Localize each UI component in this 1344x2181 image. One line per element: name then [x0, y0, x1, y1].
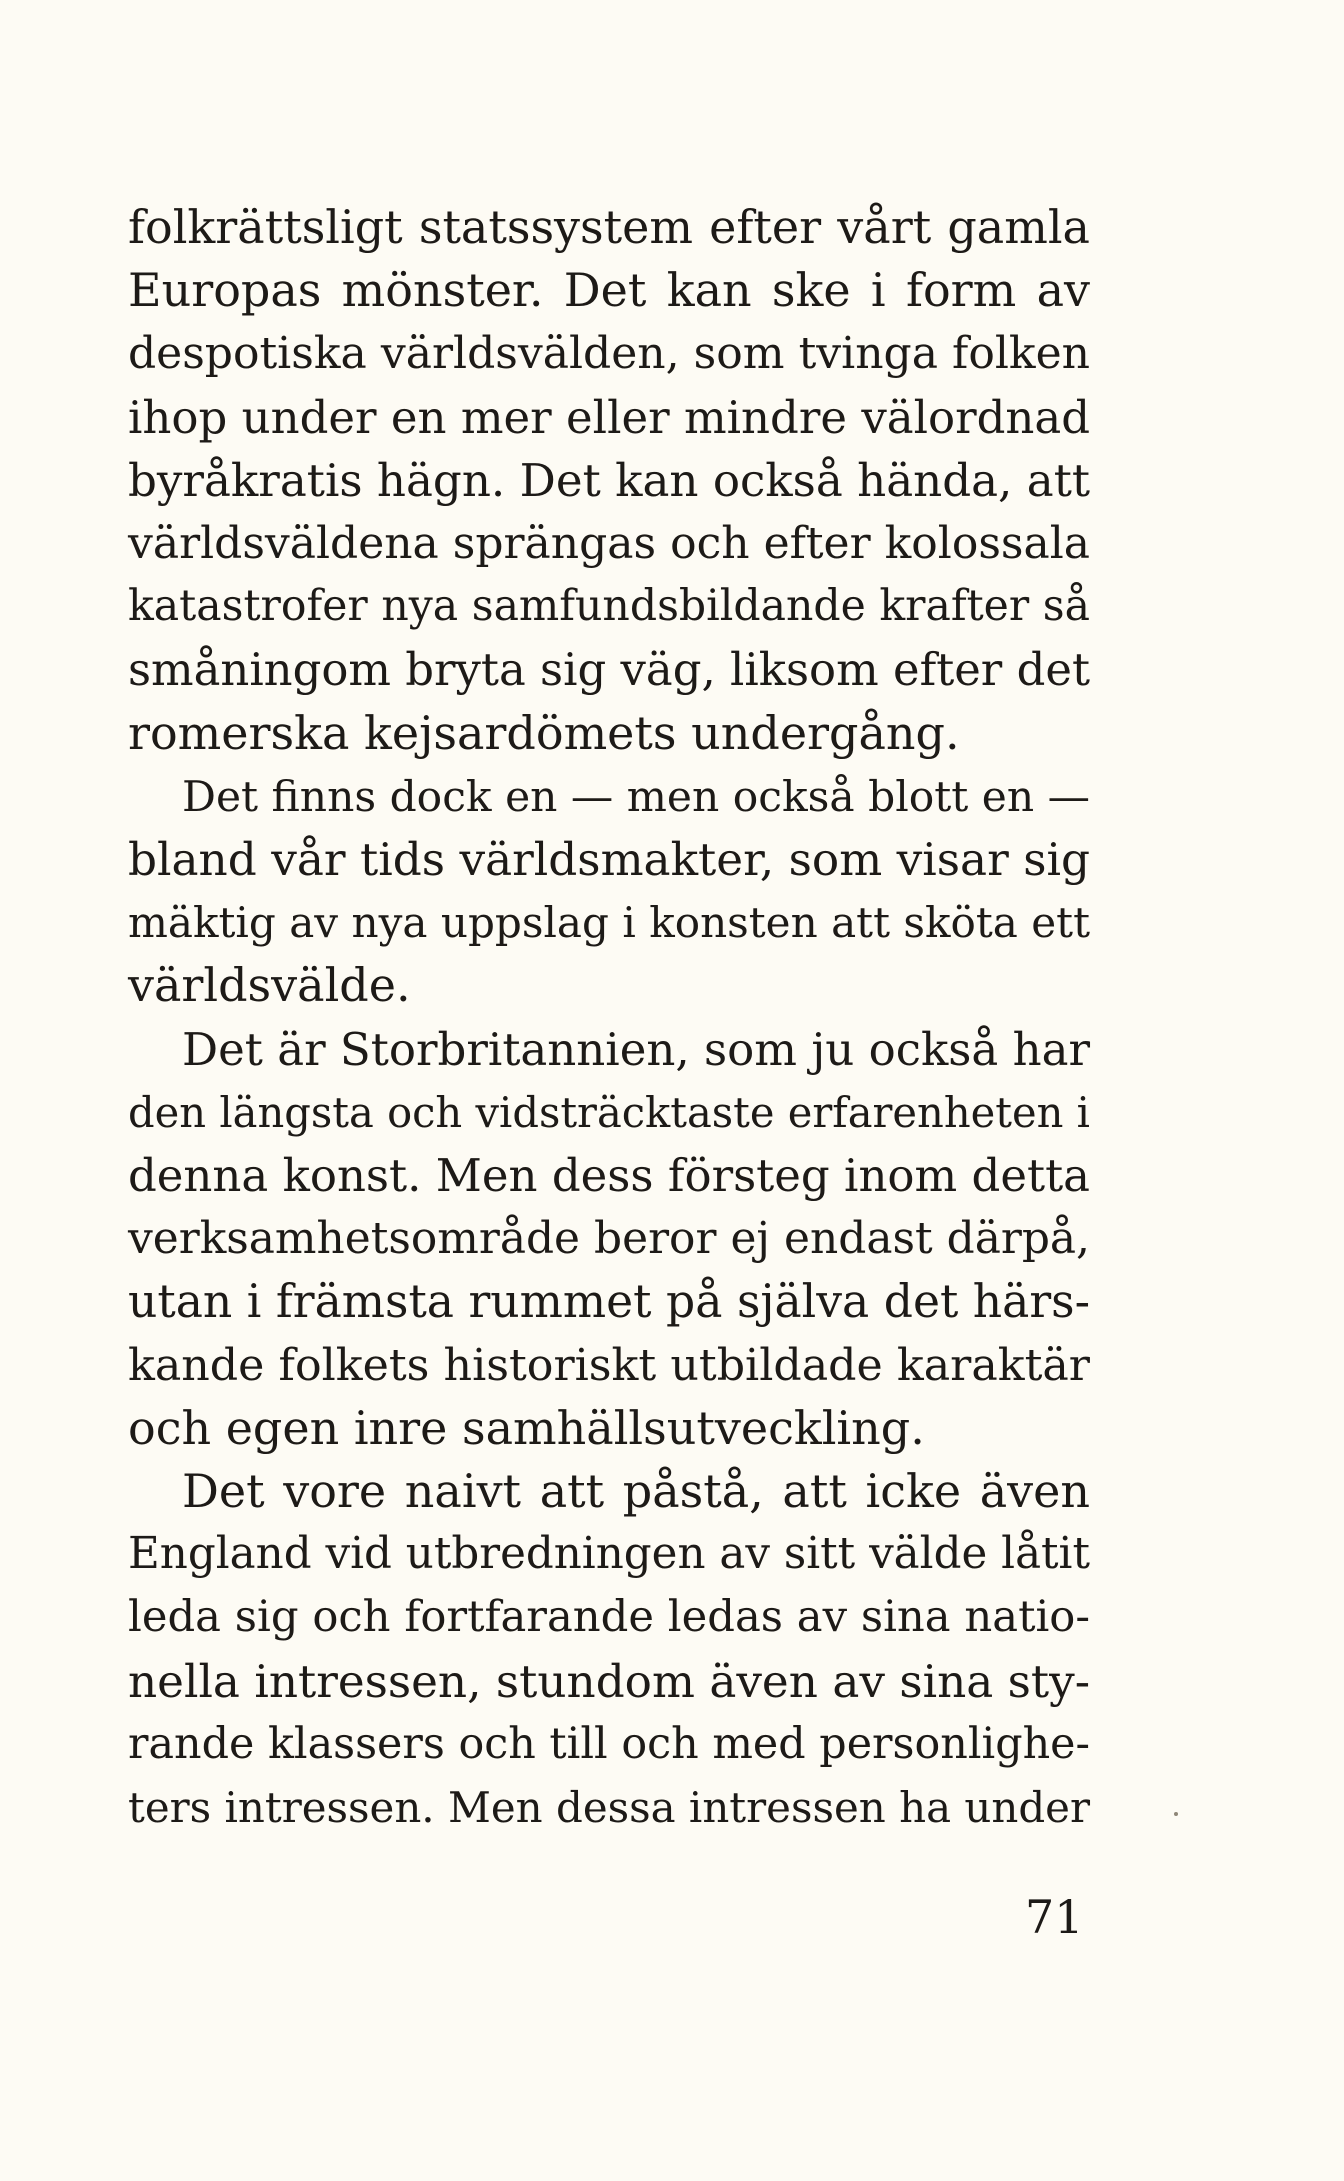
text-line: mäktig av nya uppslag i konsten att sköta ett — [128, 898, 1090, 948]
text-line: kande folkets historiskt utbildade karaktär — [128, 1339, 1090, 1391]
text-line: Det är Storbritannien, som ju också har — [182, 1022, 1090, 1076]
text-line: ihop under en mer eller mindre välordnad — [128, 390, 1090, 444]
text-line: utan i främsta rummet på själva det härs- — [128, 1275, 1090, 1329]
paragraph-2 — [128, 765, 1090, 1018]
text-line: Europas mönster. Det kan ske i form av — [128, 263, 1090, 318]
text-line: verksamhetsområde beror ej endast därpå, — [128, 1213, 1090, 1265]
text-line: folkrättsligt statssystem efter vårt gamla — [128, 200, 1090, 254]
text-line: despotiska världsvälden, som tvinga folken — [128, 328, 1090, 380]
text-line: denna konst. Men dess försteg inom detta — [128, 1149, 1090, 1203]
text-line: romerska kejsardömets undergång. — [128, 705, 960, 760]
text-line: leda sig och fortfarande ledas av sina natio- — [128, 1592, 1090, 1643]
text-line: ters intressen. Men dessa intressen ha under — [128, 1783, 1090, 1833]
text-line: nella intressen, stundom även av sina sty- — [128, 1654, 1090, 1708]
text-line: och egen inre samhällsutveckling. — [128, 1400, 925, 1455]
text-line: bland vår tids världsmakter, som visar sig — [128, 833, 1090, 887]
body-text — [128, 196, 1090, 1839]
text-line: byråkratis hägn. Det kan också hända, att — [128, 453, 1090, 507]
text-line: världsvälde. — [128, 958, 411, 1013]
paragraph-1 — [128, 196, 1090, 765]
paragraph-4 — [128, 1460, 1090, 1839]
paragraph-3 — [128, 1018, 1090, 1460]
text-line: den längsta och vidsträcktaste erfarenheten i — [128, 1087, 1090, 1137]
text-line: rande klassers och till och med personlighe- — [128, 1718, 1090, 1769]
text-line: småningom bryta sig väg, liksom efter det — [128, 643, 1090, 697]
text-line: världsväldena sprängas och efter kolossala — [128, 518, 1090, 570]
page-number: 71 — [1025, 1890, 1084, 1944]
text-line: katastrofer nya samfundsbildande krafter så — [128, 582, 1090, 632]
paper-speck — [1174, 1812, 1178, 1816]
text-line: Det vore naivt att påstå, att icke även — [182, 1464, 1090, 1519]
text-line: Det finns dock en — men också blott en — — [182, 771, 1090, 821]
text-line: England vid utbredningen av sitt välde låtit — [128, 1529, 1090, 1580]
